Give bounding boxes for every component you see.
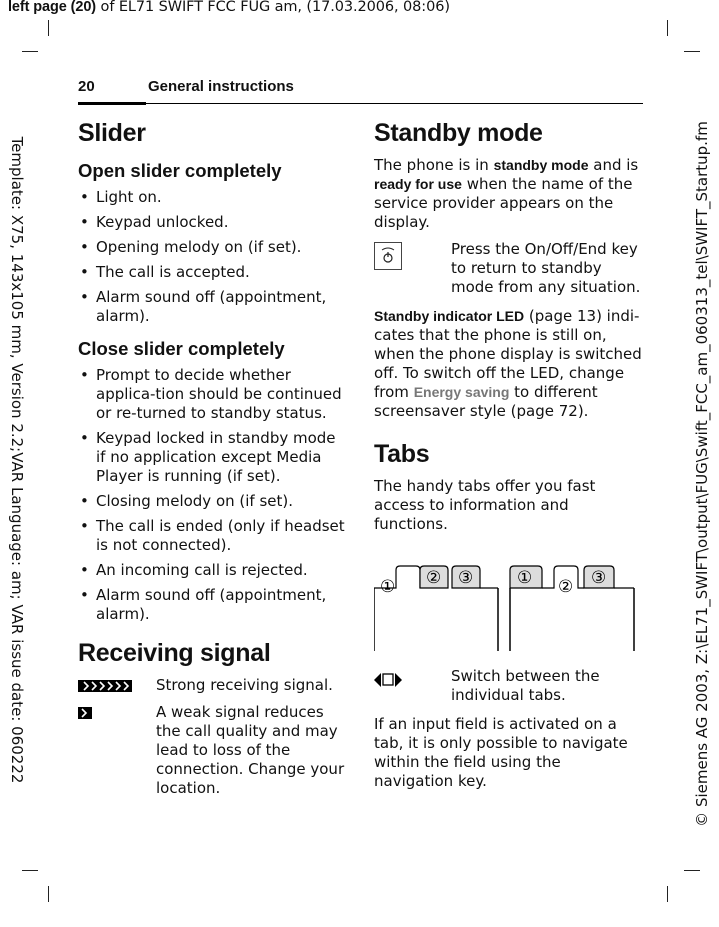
list-item: • Keypad unlocked. — [78, 213, 348, 232]
list-item: • Light on. — [78, 188, 348, 207]
header-rule — [78, 103, 643, 104]
crop-mark — [684, 51, 700, 52]
tabs-illustration — [374, 556, 642, 652]
signal-strong-icon — [78, 680, 132, 692]
print-header-page: left page (20) — [8, 0, 97, 15]
text-run: to different screensaver style (page 72). — [374, 383, 598, 420]
crop-mark — [48, 20, 49, 36]
list-item: • Alarm sound off (appointment, alarm). — [78, 288, 348, 326]
crop-mark — [48, 886, 49, 902]
tabs-heading: Tabs — [374, 440, 430, 468]
tab-label-1: ① — [380, 577, 396, 597]
tab-label-1: ① — [517, 568, 533, 588]
list-item: • Prompt to decide whether applica-tion should be continued or re-turned to standby status. — [78, 366, 348, 423]
tabs-screen-first-active — [374, 566, 498, 651]
tab-label-3: ③ — [591, 568, 607, 588]
list-item: • An incoming call is rejected. — [78, 561, 348, 580]
text-run: and is — [588, 156, 639, 174]
standby-led-text — [374, 307, 642, 421]
copyright-path: © Siemens AG 2003, Z:\EL71_SWIFT\output\FUG\Swift_FCC_am_060313_tel\SWIFT_Startup.fm — [693, 121, 711, 827]
crop-mark — [22, 870, 38, 871]
end-key-text: Press the On/Off/End key to return to standby mode from any situation. — [451, 240, 641, 296]
signal-weak-row — [78, 703, 348, 798]
receiving-signal-heading: Receiving signal — [78, 639, 271, 667]
page-number: 20 — [78, 78, 95, 95]
end-key-icon — [374, 242, 402, 270]
list-item: • Opening melody on (if set). — [78, 238, 348, 257]
section-title: General instructions — [148, 78, 294, 95]
end-key-row — [374, 240, 642, 297]
standby-intro — [374, 156, 642, 232]
slider-heading: Slider — [78, 119, 146, 147]
list-item: • Closing melody on (if set). — [78, 492, 348, 511]
text-run: (page 13) indi-cates that the phone is still on, when the phone display is switched off. To switch off the LED, change from — [374, 307, 642, 401]
open-slider-heading: Open slider completely — [78, 160, 282, 181]
text-run: when the name of the service provider appears on the display. — [374, 175, 633, 231]
standby-heading: Standby mode — [374, 119, 543, 147]
signal-weak-text: A weak signal reduces the call quality and may lead to loss of the connection. Change your location. — [156, 703, 345, 797]
keyword-ready-for-use: ready for use — [374, 176, 462, 192]
tab-label-2: ② — [558, 577, 574, 597]
list-item: • The call is ended (only if headset is not connected). — [78, 517, 348, 555]
nav-key-left-right-icon — [374, 669, 402, 691]
nav-key-row — [374, 667, 642, 705]
keyword-standby-mode: standby mode — [493, 157, 589, 173]
tab-label-2: ② — [426, 568, 442, 588]
close-slider-list — [78, 366, 348, 624]
text-run: The phone is in — [374, 156, 494, 174]
list-item: • The call is accepted. — [78, 263, 348, 282]
crop-mark — [22, 51, 38, 52]
crop-mark — [667, 20, 668, 36]
nav-key-text: Switch between the individual tabs. — [451, 667, 600, 704]
template-info: Template: X75, 143x105 mm, Version 2.2;VAR Language: am; VAR issue date: 060222 — [8, 136, 26, 784]
signal-strong-row — [78, 676, 348, 695]
crop-mark — [684, 870, 700, 871]
keyword-energy-saving: Energy saving — [413, 384, 510, 400]
print-header-info: of EL71 SWIFT FCC FUG am, (17.03.2006, 08:06) — [96, 0, 450, 15]
list-item: • Keypad locked in standby mode if no application except Media Player is running (if set). — [78, 429, 348, 486]
header-rule-accent — [78, 102, 146, 105]
tabs-intro: The handy tabs offer you fast access to information and functions. — [374, 477, 596, 533]
tab-label-3: ③ — [458, 568, 474, 588]
left-column — [78, 118, 348, 806]
list-item: • Alarm sound off (appointment, alarm). — [78, 586, 348, 624]
signal-strong-text: Strong receiving signal. — [156, 676, 333, 694]
tabs-screen-second-active — [510, 566, 634, 651]
right-column — [374, 118, 642, 799]
close-slider-heading: Close slider completely — [78, 338, 285, 359]
running-head — [78, 78, 294, 95]
open-slider-list — [78, 188, 348, 326]
print-header — [8, 0, 450, 15]
crop-mark — [667, 886, 668, 902]
keyword-standby-led: Standby indicator LED — [374, 308, 525, 324]
tabs-outro: If an input field is activated on a tab, it is only possible to navigate within the field using the navigation key. — [374, 715, 628, 790]
signal-weak-icon — [78, 707, 92, 719]
